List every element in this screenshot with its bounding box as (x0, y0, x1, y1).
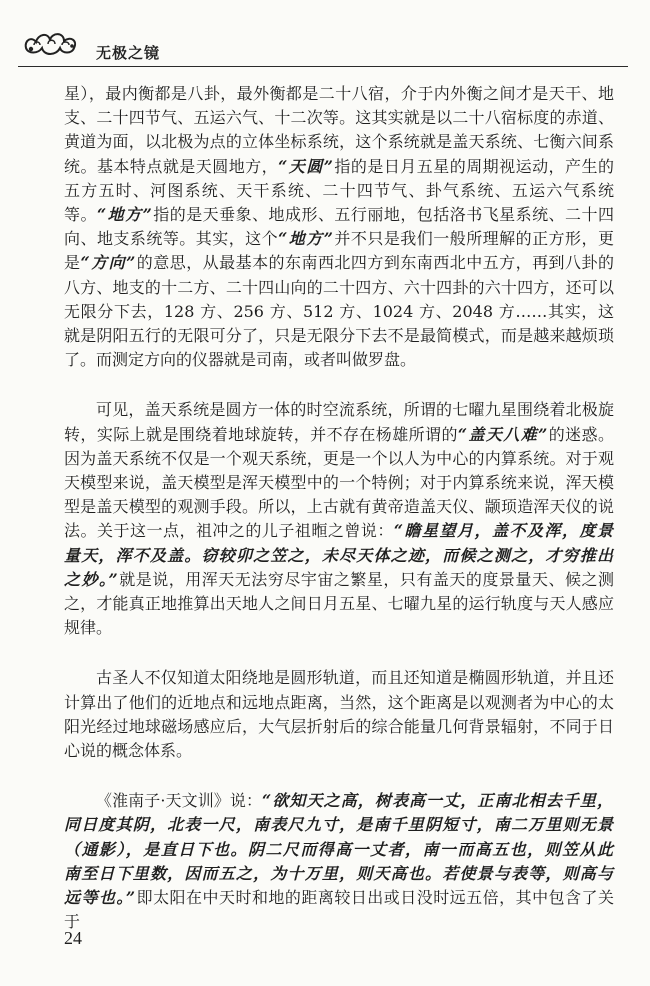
book-title: 无极之镜 (96, 44, 161, 62)
quoted-term: “地方” (278, 229, 334, 249)
quoted-term: “天圆” (278, 156, 334, 176)
paragraph-1 (64, 82, 614, 372)
text-run: 并不只是我们一般所理解的正方形，更是 (64, 229, 614, 273)
text-run: 指的是日月五星的周期视运动，产生的五方五时、河图系统、天干系统、二十四节气、卦气系统、五运六气系统等。 (64, 156, 614, 225)
text-run: 《淮南子·天文训》说： (96, 791, 263, 811)
text-run: 星），最内衡都是八卦，最外衡都是二十八宿，介于内外衡之间才是天干、地支、二十四节气、五运六气、十二次等。这其实就是以二十八宿标度的赤道、黄道为面，以北极为点的立体坐标系统，这个系统就是盖天系统、七衡六间系统。基本特点就是天圆地方， (64, 84, 614, 176)
text-run: 的意思，从最基本的东南西北四方到东南西北中五方，再到八卦的八方、地支的十二方、二十四山向的二十四方、六十四卦的六十四方，还可以无限分下去，128 方、256 方、512 方、1024 方、2048 方……其实，这就是阴阳五行的无限可分了，只是无限分下去不是最简模式，而是越来越烦琐了。而测定方向的仪器就是司南，或者叫做罗盘。 (64, 253, 614, 370)
text-run: 即太阳在中天时和地的距离较日出或日没时远五倍，其中包含了关于 (64, 888, 614, 932)
cloud-ornament-icon (22, 26, 80, 58)
text-run: 的迷惑。因为盖天系统不仅是一个观天系统，更是一个以人为中心的内算系统。对于观天模型来说，盖天模型是浑天模型中的一个特例；对于内算系统来说，浑天模型是盖天模型的观测手段。所以，上古就有黄帝造盖天仪、颛顼造浑天仪的说法。关于这一点，祖冲之的儿子祖暅之曾说： (64, 424, 614, 541)
page-number: 24 (64, 928, 82, 948)
paragraph-2 (64, 398, 614, 640)
quoted-term: “方向” (80, 253, 137, 273)
text-run: 可见，盖天系统是圆方一体的时空流系统，所谓的七曜九星围绕着北极旋转，实际上就是围绕着地球旋转，并不存在杨雄所谓的 (64, 400, 614, 444)
text-run: 就是说，用浑天无法穷尽宇宙之繁星，只有盖天的度景量天、候之测之，才能真正地推算出天地人之间日月五星、七曜九星的运行轨度与天人感应规律。 (64, 569, 614, 638)
header-divider (18, 66, 628, 67)
text-run: 古圣人不仅知道太阳绕地是圆形轨道，而且还知道是椭圆形轨道，并且还计算出了他们的近地点和远地点距离，当然，这个距离是以观测者为中心的太阳光经过地球磁场感应后，大气层折射后的综合能量几何背景辐射，不同于日心说的概念体系。 (64, 668, 614, 761)
quotation: “欲知天之高，树表高一丈，正南北相去千里，同日度其阴，北表一尺，南表尺九寸，是南千里阴短寸，南二万里则无景（通影），是直日下也。阴二尺而得高一丈者，南一而高五也，则笠从此南至日下里数，因而五之，为十万里，则天高也。若使景与表等，则高与远等也。” (64, 791, 614, 908)
quoted-term: “地方” (96, 205, 153, 225)
text-run: 指的是天垂象、地成形、五行丽地，包括洛书飞星系统、二十四向、地支系统等。其实，这个 (64, 205, 614, 249)
paragraph-4 (64, 789, 614, 934)
quoted-term: “盖天八难” (457, 424, 549, 444)
page-header (14, 22, 634, 64)
paragraph-3 (64, 666, 614, 763)
quotation: “瞻星望月，盖不及浑，度景量天，浑不及盖。窃较卯之笠之，未尽天体之迹，而候之测之，才穷推出之妙。” (64, 521, 614, 589)
page-body (64, 82, 614, 935)
